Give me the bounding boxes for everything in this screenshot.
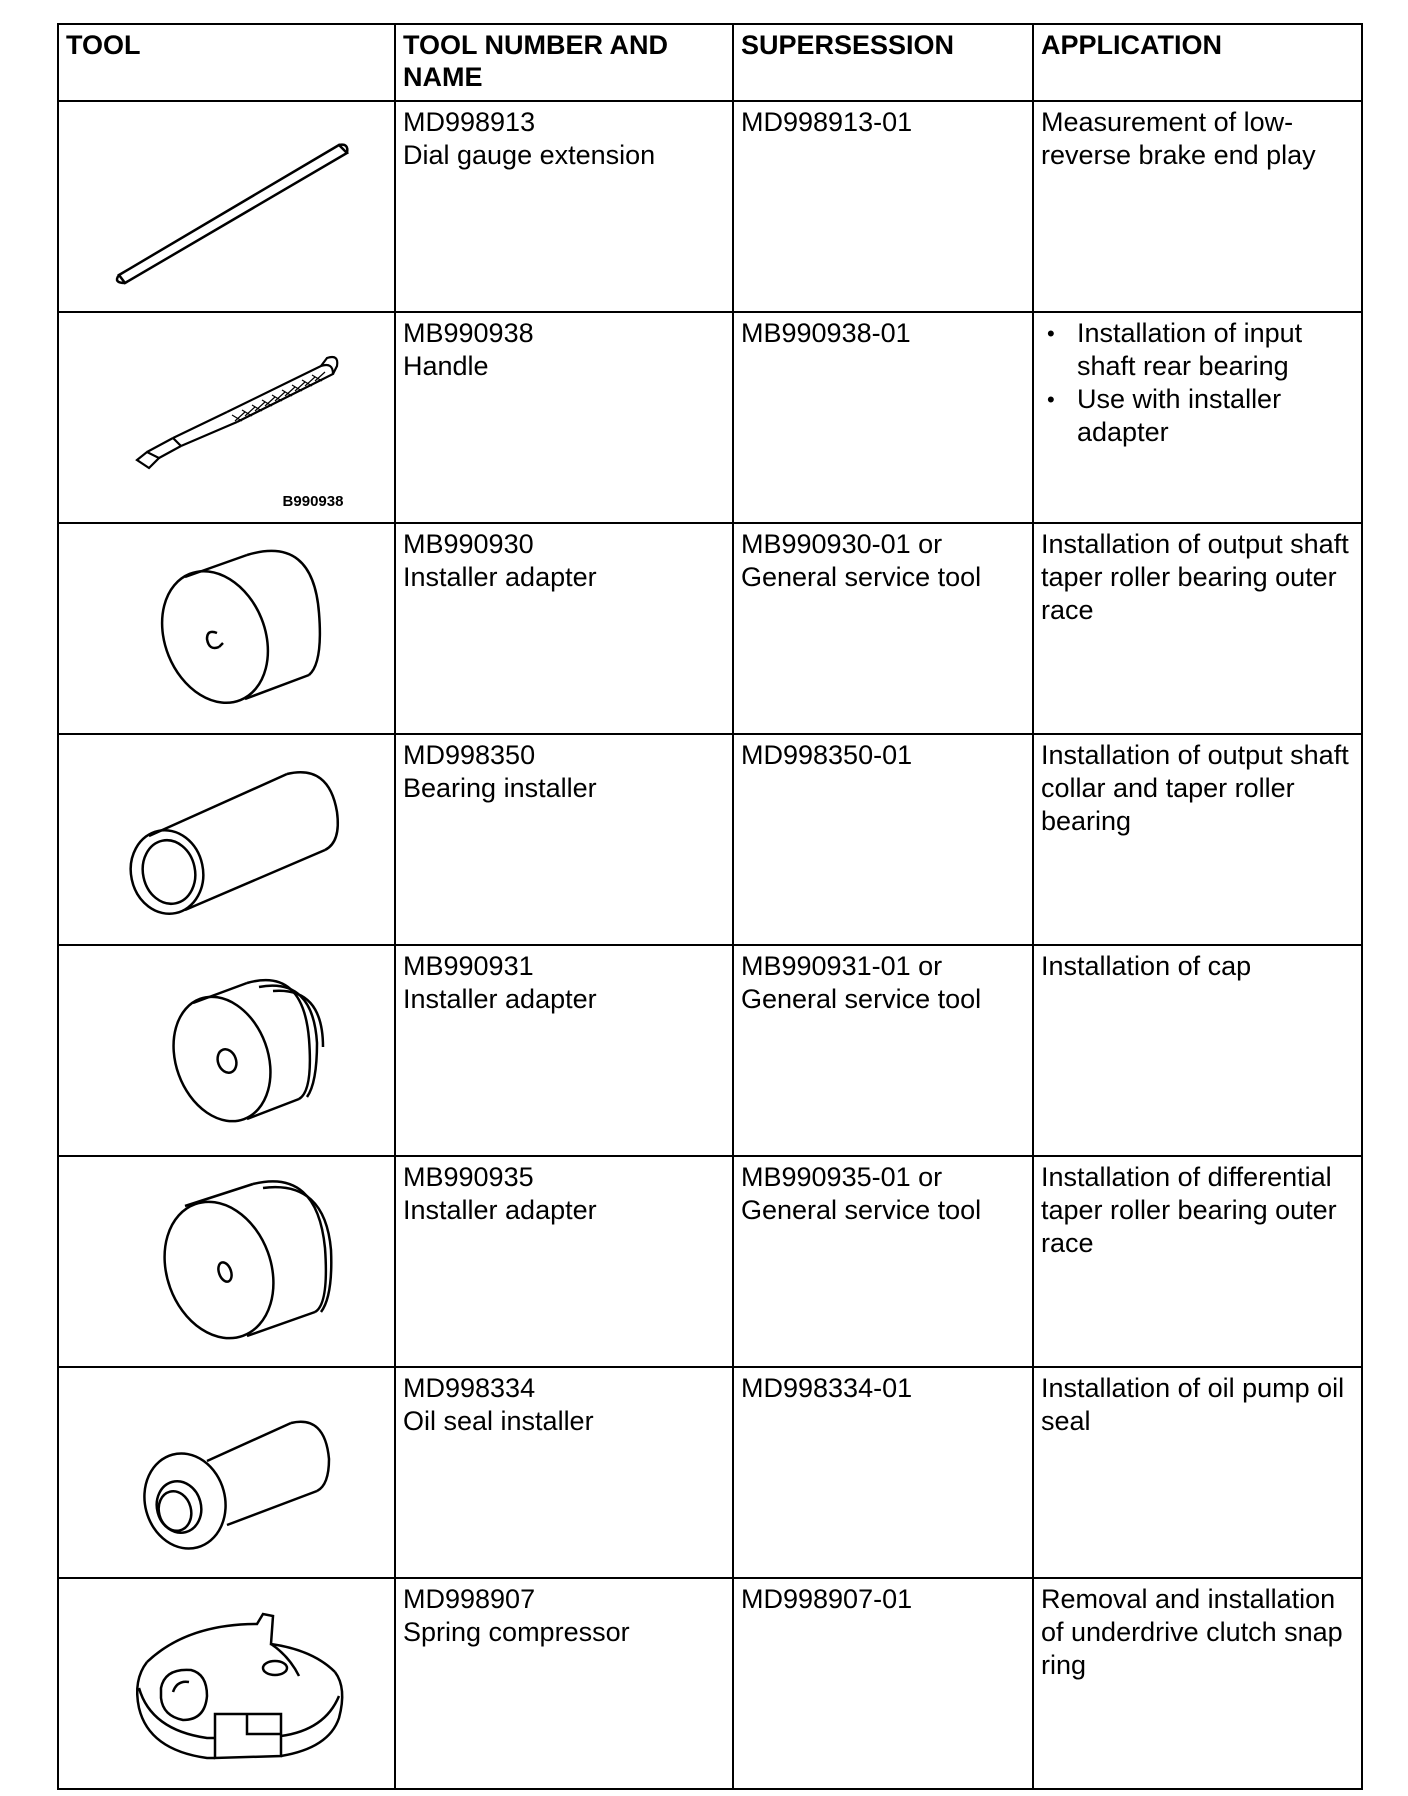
application-cell bbox=[1033, 734, 1362, 945]
special-tools-table bbox=[57, 23, 1363, 1790]
tool-name: Spring compressor bbox=[403, 1617, 630, 1647]
tool-name: Bearing installer bbox=[403, 773, 597, 803]
tool-image-cell bbox=[58, 1367, 395, 1578]
tool-number-name-cell bbox=[395, 1156, 733, 1367]
application-cell bbox=[1033, 1156, 1362, 1367]
supersession-text: MB990930-01 or bbox=[741, 529, 943, 559]
spring-compressor-illustration bbox=[77, 1584, 377, 1784]
supersession-text: MB990931-01 or bbox=[741, 951, 943, 981]
supersession-cell bbox=[733, 1367, 1033, 1578]
oil-seal-installer-illustration bbox=[77, 1373, 377, 1573]
handle-illustration bbox=[77, 318, 377, 518]
header-tool-number-and-name: TOOL NUMBER AND NAME bbox=[395, 24, 733, 101]
tool-name: Installer adapter bbox=[403, 984, 597, 1014]
supersession-cell bbox=[733, 101, 1033, 312]
application-cell bbox=[1033, 312, 1362, 523]
tool-number-name-cell bbox=[395, 101, 733, 312]
supersession-text: General service tool bbox=[741, 562, 982, 592]
tool-number-name-cell bbox=[395, 1578, 733, 1789]
application-text: Installation of differential taper roller bearing outer race bbox=[1041, 1162, 1345, 1258]
bearing-installer-tube-illustration bbox=[77, 740, 377, 940]
tool-image-cell bbox=[58, 312, 395, 523]
supersession-cell bbox=[733, 1156, 1033, 1367]
installer-adapter-disc-illustration bbox=[77, 529, 377, 729]
tool-number: MD998350 bbox=[403, 740, 536, 770]
tool-number-name-cell bbox=[395, 523, 733, 734]
tool-number: MB990935 bbox=[403, 1162, 534, 1192]
supersession-text: MD998334-01 bbox=[741, 1373, 913, 1403]
tool-image-cell bbox=[58, 945, 395, 1156]
application-cell bbox=[1033, 1578, 1362, 1789]
supersession-cell bbox=[733, 734, 1033, 945]
tool-name: Installer adapter bbox=[403, 562, 597, 592]
application-text: Removal and installation of underdrive clutch snap ring bbox=[1041, 1584, 1351, 1680]
supersession-cell bbox=[733, 1578, 1033, 1789]
application-cell bbox=[1033, 523, 1362, 734]
tool-image-cell bbox=[58, 1578, 395, 1789]
tool-name: Installer adapter bbox=[403, 1195, 597, 1225]
application-bullet: • Installation of input shaft rear bearing bbox=[1041, 317, 1354, 383]
table-row bbox=[58, 1367, 1362, 1578]
table-row bbox=[58, 101, 1362, 312]
application-bullet: • Use with installer adapter bbox=[1041, 383, 1354, 449]
table-row bbox=[58, 734, 1362, 945]
illustration-label: B990938 bbox=[282, 492, 343, 510]
tool-number: MD998907 bbox=[403, 1584, 536, 1614]
table-row bbox=[58, 312, 1362, 523]
application-text: Installation of output shaft collar and taper roller bearing bbox=[1041, 740, 1357, 836]
tool-name: Handle bbox=[403, 351, 489, 381]
tool-number: MB990930 bbox=[403, 529, 534, 559]
application-cell bbox=[1033, 101, 1362, 312]
dial-gauge-extension-illustration bbox=[77, 107, 377, 307]
application-bullet-list bbox=[1041, 317, 1354, 449]
tool-name: Dial gauge extension bbox=[403, 140, 656, 170]
tool-number-name-cell bbox=[395, 1367, 733, 1578]
application-text: Measurement of low-reverse brake end play bbox=[1041, 107, 1316, 170]
supersession-text: MD998913-01 bbox=[741, 107, 913, 137]
table-row bbox=[58, 945, 1362, 1156]
tool-image-cell bbox=[58, 523, 395, 734]
supersession-cell bbox=[733, 523, 1033, 734]
tool-number-name-cell bbox=[395, 312, 733, 523]
tool-name: Oil seal installer bbox=[403, 1406, 594, 1436]
header-tool: TOOL bbox=[58, 24, 395, 101]
table-row bbox=[58, 1578, 1362, 1789]
tool-image-cell bbox=[58, 1156, 395, 1367]
supersession-cell bbox=[733, 945, 1033, 1156]
tool-number: MB990931 bbox=[403, 951, 534, 981]
supersession-text: MD998907-01 bbox=[741, 1584, 913, 1614]
application-text: Installation of output shaft taper roller bearing outer race bbox=[1041, 529, 1357, 625]
header-application: APPLICATION bbox=[1033, 24, 1362, 101]
supersession-text: MB990938-01 bbox=[741, 318, 911, 348]
tool-number-name-cell bbox=[395, 734, 733, 945]
installer-adapter-flanged-disc-illustration bbox=[77, 1162, 377, 1362]
supersession-text: MD998350-01 bbox=[741, 740, 913, 770]
tool-number: MB990938 bbox=[403, 318, 534, 348]
table-header-row bbox=[58, 24, 1362, 101]
application-text: Installation of oil pump oil seal bbox=[1041, 1373, 1352, 1436]
tool-number: MD998334 bbox=[403, 1373, 536, 1403]
tool-image-cell bbox=[58, 734, 395, 945]
supersession-cell bbox=[733, 312, 1033, 523]
tool-number: MD998913 bbox=[403, 107, 536, 137]
application-cell bbox=[1033, 1367, 1362, 1578]
table-row bbox=[58, 523, 1362, 734]
table-row bbox=[58, 1156, 1362, 1367]
tool-number-name-cell bbox=[395, 945, 733, 1156]
supersession-text: General service tool bbox=[741, 1195, 982, 1225]
header-supersession: SUPERSESSION bbox=[733, 24, 1033, 101]
application-text: Installation of cap bbox=[1041, 951, 1252, 981]
tool-image-cell bbox=[58, 101, 395, 312]
supersession-text: General service tool bbox=[741, 984, 982, 1014]
supersession-text: MB990935-01 or bbox=[741, 1162, 943, 1192]
installer-adapter-stepped-disc-illustration bbox=[77, 951, 377, 1151]
application-cell bbox=[1033, 945, 1362, 1156]
